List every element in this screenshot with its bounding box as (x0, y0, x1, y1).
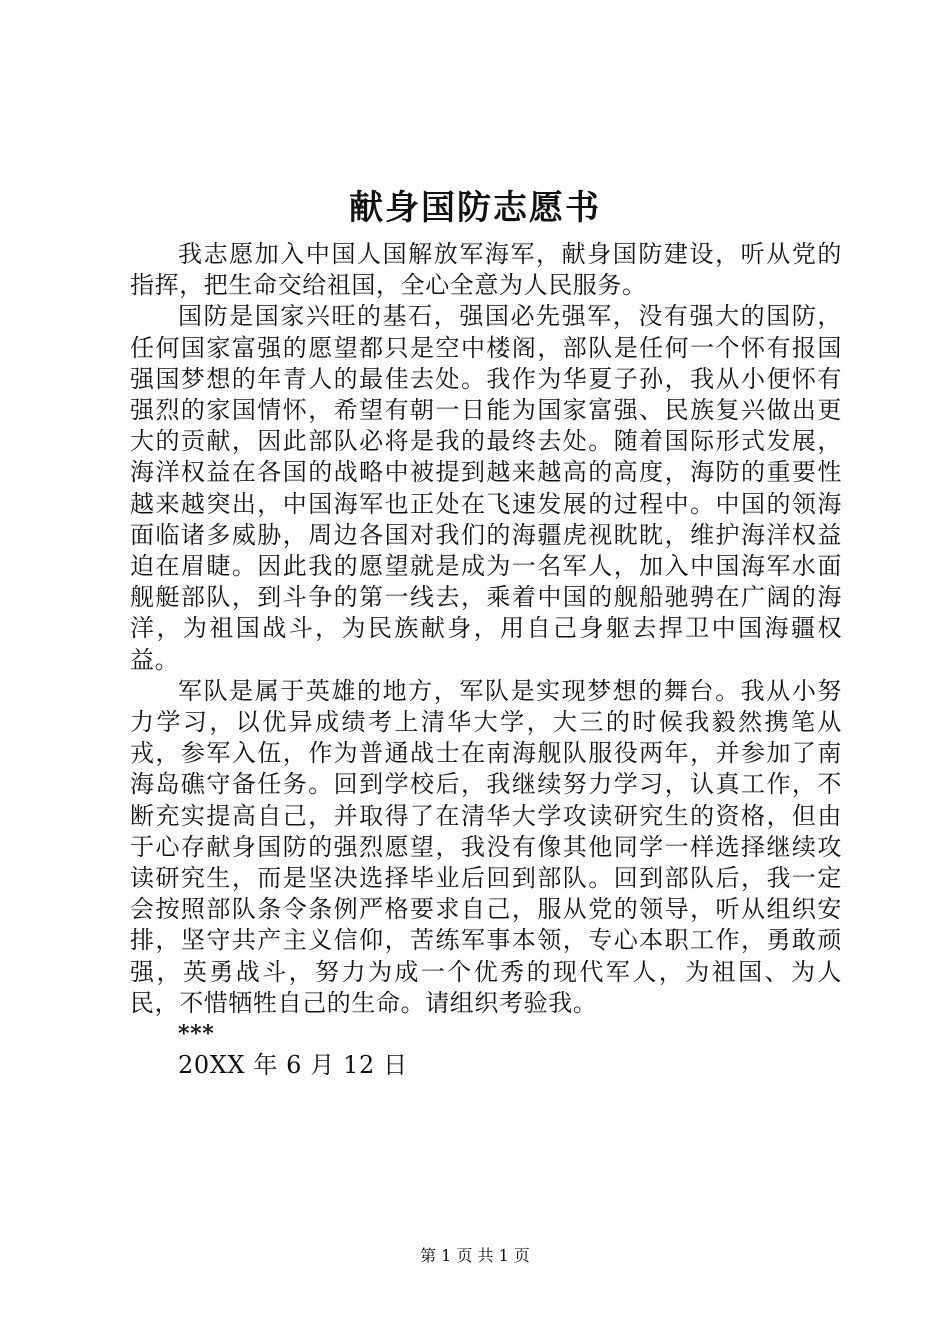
document-date: 20XX 年 6 月 12 日 (178, 1051, 408, 1080)
page-footer: 第 1 页 共 1 页 (420, 1246, 530, 1265)
signature: *** (178, 1021, 215, 1048)
document-title: 献身国防志愿书 (349, 188, 601, 228)
document-body (130, 239, 842, 1081)
paragraph-3: 军队是属于英雄的地方，军队是实现梦想的舞台。我从小努力学习，以优异成绩考上清华大学，大三的时候我毅然携笔从戎，参军入伍，作为普通战士在南海舰队服役两年，并参加了南海岛礁守备任务。回到学校后，我继续努力学习，认真工作，不断充实提高自己，并取得了在清华大学攻读研究生的资格，但由于心存献身国防的强烈愿望，我没有像其他同学一样选择继续攻读研究生，而是坚决选择毕业后回到部队。回到部队后，我一定会按照部队条令条例严格要求自己，服从党的领导，听从组织安排，坚守共产主义信仰，苦练军事本领，专心本职工作，勇敢顽强，英勇战斗，努力为成一个优秀的现代军人，为祖国、为人民，不惜牺牲自己的生命。请组织考验我。 (130, 676, 842, 1017)
paragraph-1: 我志愿加入中国人国解放军海军，献身国防建设，听从党的指挥，把生命交给祖国，全心全意为人民服务。 (130, 240, 842, 300)
paragraph-2: 国防是国家兴旺的基石，强国必先强军，没有强大的国防，任何国家富强的愿望都只是空中楼阁，部队是任何一个怀有报国强国梦想的年青人的最佳去处。我作为华夏子孙，我从小便怀有强烈的家国情怀，希望有朝一日能为国家富强、民族复兴做出更大的贡献，因此部队必将是我的最终去处。随着国际形式发展，海洋权益在各国的战略中被提到越来越高的高度，海防的重要性越来越突出，中国海军也正处在飞速发展的过程中。中国的领海面临诸多威胁，周边各国对我们的海疆虎视眈眈，维护海洋权益迫在眉睫。因此我的愿望就是成为一名军人，加入中国海军水面舰艇部队，到斗争的第一线去，乘着中国的舰船驰骋在广阔的海洋，为祖国战斗，为民族献身，用自己身躯去捍卫中国海疆权益。 (130, 302, 842, 674)
